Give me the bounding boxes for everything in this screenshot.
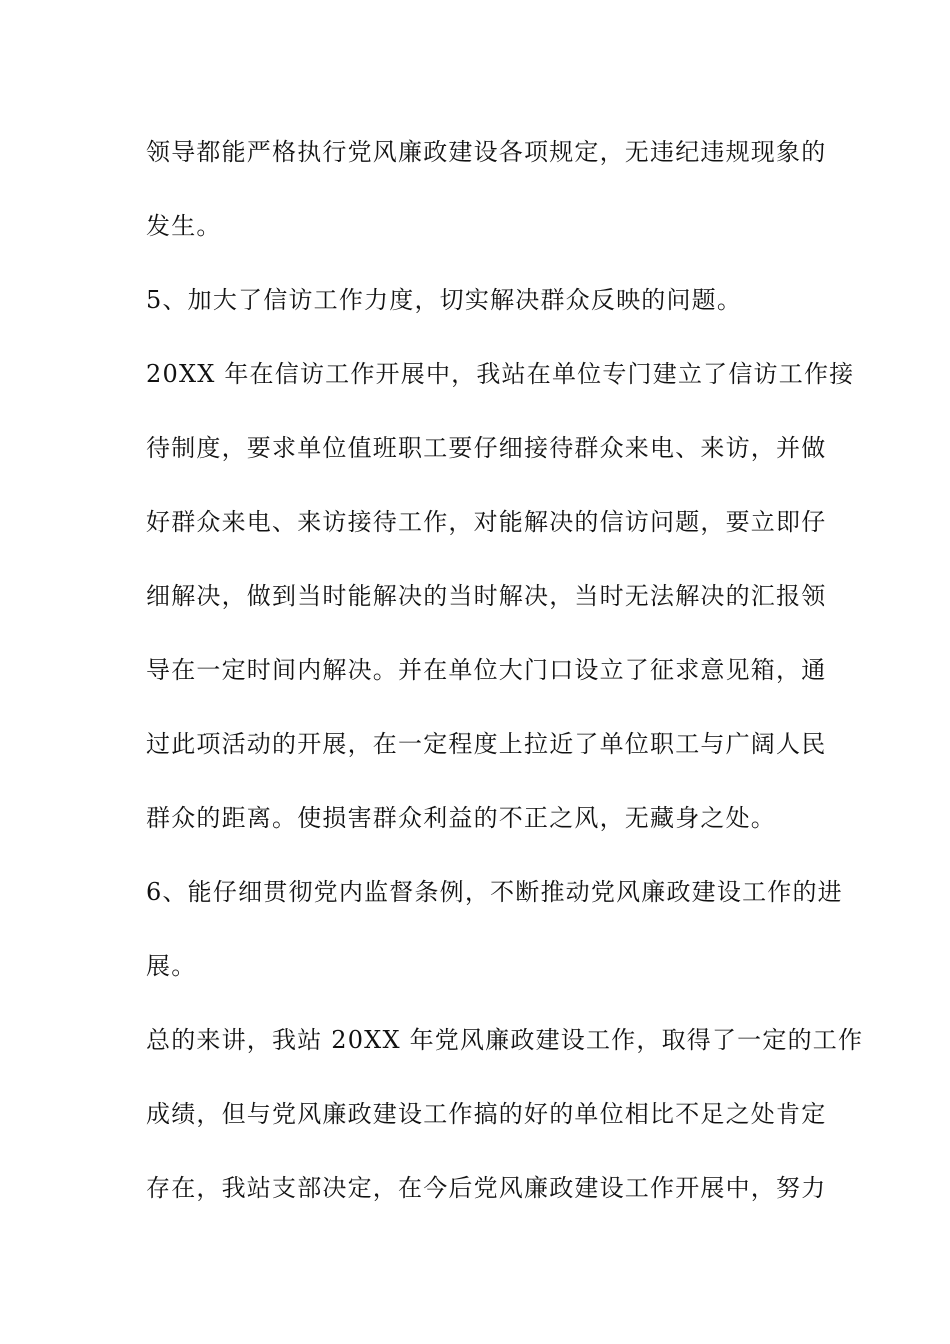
section-heading-6: 6、能仔细贯彻党内监督条例，不断推动党风廉政建设工作的进: [146, 878, 843, 906]
paragraph-line: 群众的距离。使损害群众利益的不正之风，无藏身之处。: [146, 804, 776, 832]
section-heading-6-cont: 展。: [146, 952, 197, 980]
paragraph-line: 存在，我站支部决定，在今后党风廉政建设工作开展中，努力: [146, 1174, 827, 1202]
paragraph-line: 待制度，要求单位值班职工要仔细接待群众来电、来访，并做: [146, 434, 827, 462]
paragraph-line: 发生。: [146, 212, 222, 240]
paragraph-line: 成绩，但与党风廉政建设工作搞的好的单位相比不足之处肯定: [146, 1100, 827, 1128]
paragraph-line: 细解决，做到当时能解决的当时解决，当时无法解决的汇报领: [146, 582, 827, 610]
paragraph-line: 20XX 年在信访工作开展中，我站在单位专门建立了信访工作接: [146, 360, 855, 388]
paragraph-line: 好群众来电、来访接待工作，对能解决的信访问题，要立即仔: [146, 508, 827, 536]
paragraph-line: 过此项活动的开展，在一定程度上拉近了单位职工与广阔人民: [146, 730, 827, 758]
section-heading-5: 5、加大了信访工作力度，切实解决群众反映的问题。: [146, 286, 743, 314]
paragraph-line: 总的来讲，我站 20XX 年党风廉政建设工作，取得了一定的工作: [146, 1026, 864, 1054]
paragraph-line: 领导都能严格执行党风廉政建设各项规定，无违纪违规现象的: [146, 138, 827, 166]
paragraph-line: 导在一定时间内解决。并在单位大门口设立了征求意见箱，通: [146, 656, 827, 684]
